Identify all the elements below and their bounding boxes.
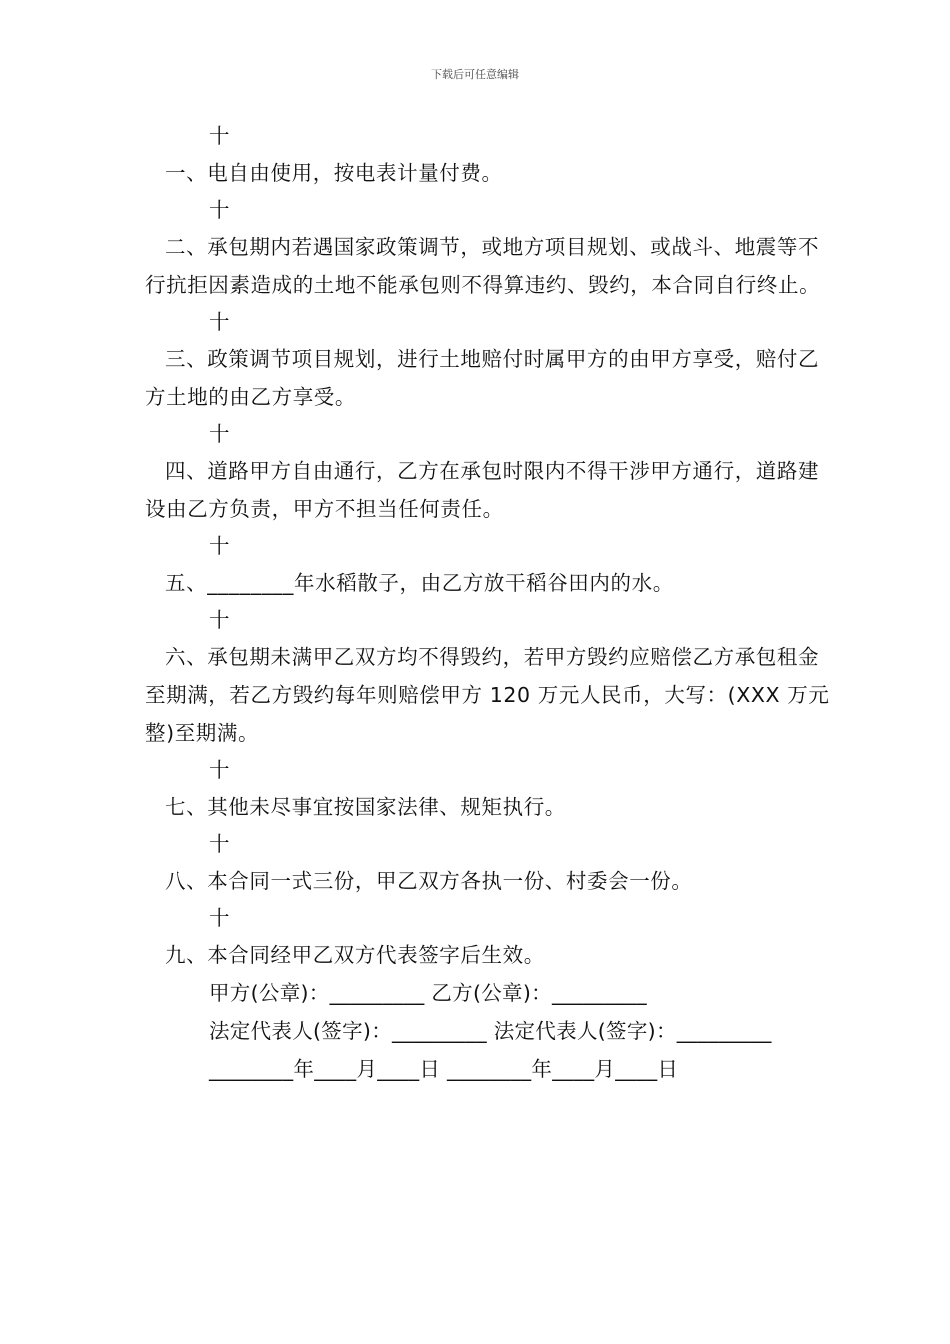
separator-mark: 十: [209, 534, 230, 558]
representative-line: 法定代表人(签字)：_________ 法定代表人(签字)：_________: [209, 1019, 772, 1043]
clause-1: 一、电自由使用，按电表计量付费。: [165, 161, 503, 185]
separator-mark: 十: [209, 124, 230, 148]
separator-mark: 十: [209, 758, 230, 782]
clause-6: 六、承包期未满甲乙双方均不得毁约，若甲方毁约应赔偿乙方承包租金至期满，若乙方毁约每年则赔偿甲方 120 万元人民币，大写：(XXX 万元整)至期满。: [145, 645, 830, 745]
clause-5: 五、________年水稻散子，由乙方放干稻谷田内的水。: [165, 571, 674, 595]
clause-2: 二、承包期内若遇国家政策调节，或地方项目规划、或战斗、地震等不行抗拒因素造成的土地不能承包则不得算违约、毁约，本合同自行终止。: [145, 235, 821, 297]
separator-mark: 十: [209, 198, 230, 222]
seal-line: 甲方(公章)：_________ 乙方(公章)：_________: [209, 981, 647, 1005]
clause-3: 三、政策调节项目规划，进行土地赔付时属甲方的由甲方享受，赔付乙方土地的由乙方享受。: [145, 347, 820, 409]
separator-mark: 十: [209, 422, 230, 446]
page-header: 下载后可任意编辑: [431, 68, 519, 81]
clause-7: 七、其他未尽事宜按国家法律、规矩执行。: [165, 795, 566, 819]
separator-mark: 十: [209, 608, 230, 632]
clause-8: 八、本合同一式三份，甲乙双方各执一份、村委会一份。: [165, 869, 693, 893]
separator-mark: 十: [209, 906, 230, 930]
separator-mark: 十: [209, 310, 230, 334]
date-line: ________年____月____日 ________年____月____日: [209, 1057, 679, 1081]
contract-body: [145, 118, 835, 1088]
clause-9: 九、本合同经甲乙双方代表签字后生效。: [165, 943, 545, 967]
clause-4: 四、道路甲方自由通行，乙方在承包时限内不得干涉甲方通行，道路建设由乙方负责，甲方不担当任何责任。: [145, 459, 820, 521]
separator-mark: 十: [209, 832, 230, 856]
